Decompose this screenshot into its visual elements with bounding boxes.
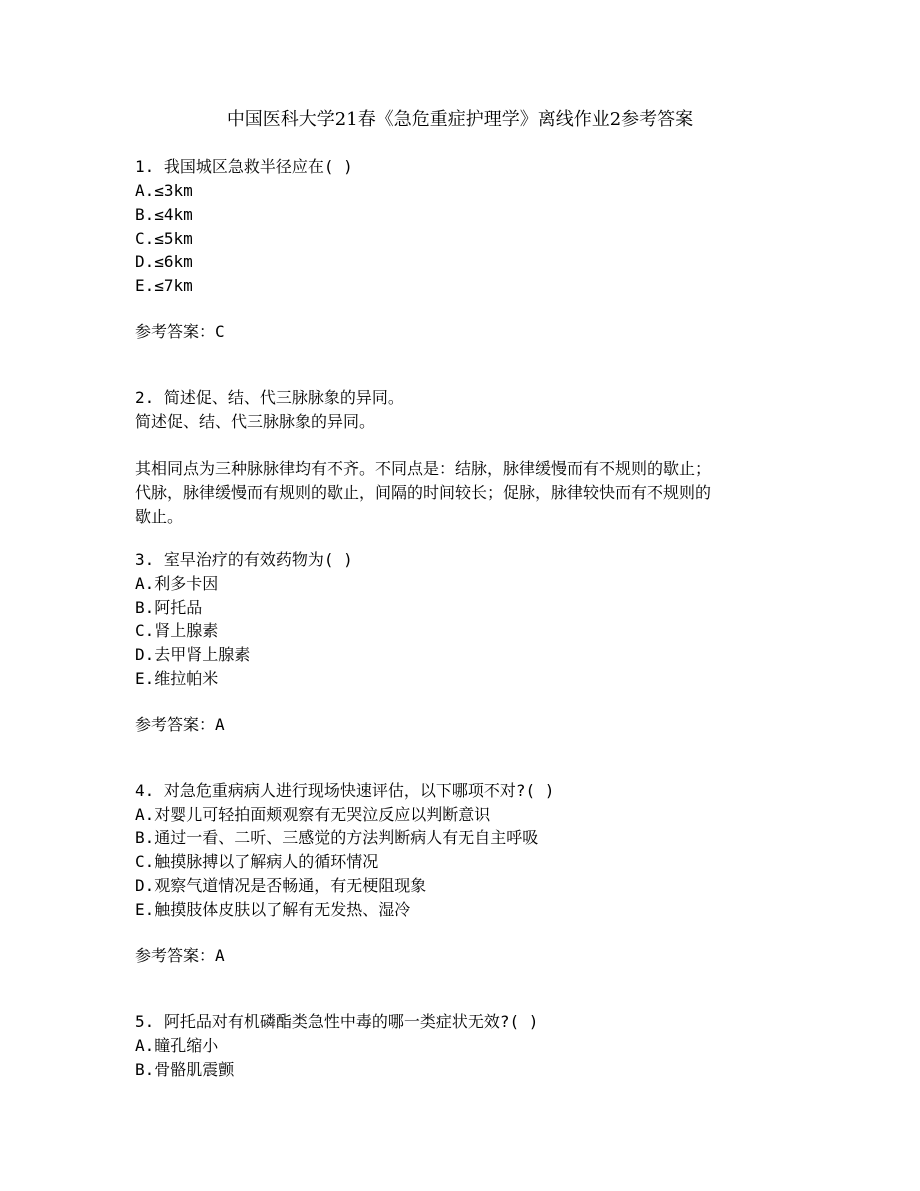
question-3-text: 3. 室早治疗的有效药物为( ): [135, 550, 353, 569]
question-1-option-a: A.≤3km: [135, 181, 193, 200]
question-3-option-e: E.维拉帕米: [135, 669, 219, 688]
question-2-text: 2. 简述促、结、代三脉脉象的异同。: [135, 388, 404, 407]
question-1-answer: 参考答案：C: [135, 322, 225, 341]
question-1-option-e: E.≤7km: [135, 276, 193, 295]
question-5-text: 5. 阿托品对有机磷酯类急性中毒的哪一类症状无效?( ): [135, 1012, 539, 1031]
question-4-option-c: C.触摸脉搏以了解病人的循环情况: [135, 852, 379, 871]
question-4-option-e: E.触摸肢体皮肤以了解有无发热、湿冷: [135, 900, 411, 919]
question-1-option-d: D.≤6km: [135, 252, 193, 271]
question-4-option-a: A.对婴儿可轻拍面颊观察有无哭泣反应以判断意识: [135, 805, 491, 824]
question-2-answer-line-1: 其相同点为三种脉脉律均有不齐。不同点是：结脉，脉律缓慢而有不规则的歇止；: [135, 459, 712, 478]
document-title: 中国医科大学21春《急危重症护理学》离线作业2参考答案: [226, 109, 694, 130]
question-1-option-b: B.≤4km: [135, 205, 193, 224]
question-1-text: 1. 我国城区急救半径应在( ): [135, 157, 353, 176]
question-3-option-b: B.阿托品: [135, 598, 203, 617]
question-5-option-b: B.骨骼肌震颤: [135, 1060, 235, 1079]
question-2-answer-line-3: 歇止。: [135, 507, 184, 526]
question-4-text: 4. 对急危重病病人进行现场快速评估，以下哪项不对?( ): [135, 781, 555, 800]
question-3-option-c: C.肾上腺素: [135, 621, 219, 640]
question-2-restated: 简述促、结、代三脉脉象的异同。: [135, 412, 376, 431]
question-4-option-d: D.观察气道情况是否畅通，有无梗阻现象: [135, 876, 427, 895]
question-3-option-d: D.去甲肾上腺素: [135, 645, 251, 664]
question-4-answer: 参考答案：A: [135, 946, 225, 965]
question-3-answer: 参考答案：A: [135, 715, 225, 734]
question-2-answer-line-2: 代脉，脉律缓慢而有规则的歇止，间隔的时间较长；促脉，脉律较快而有不规则的: [135, 483, 712, 502]
question-5-option-a: A.瞳孔缩小: [135, 1036, 219, 1055]
question-4-option-b: B.通过一看、二听、三感觉的方法判断病人有无自主呼吸: [135, 828, 539, 847]
question-3-option-a: A.利多卡因: [135, 574, 219, 593]
question-1-option-c: C.≤5km: [135, 229, 193, 248]
